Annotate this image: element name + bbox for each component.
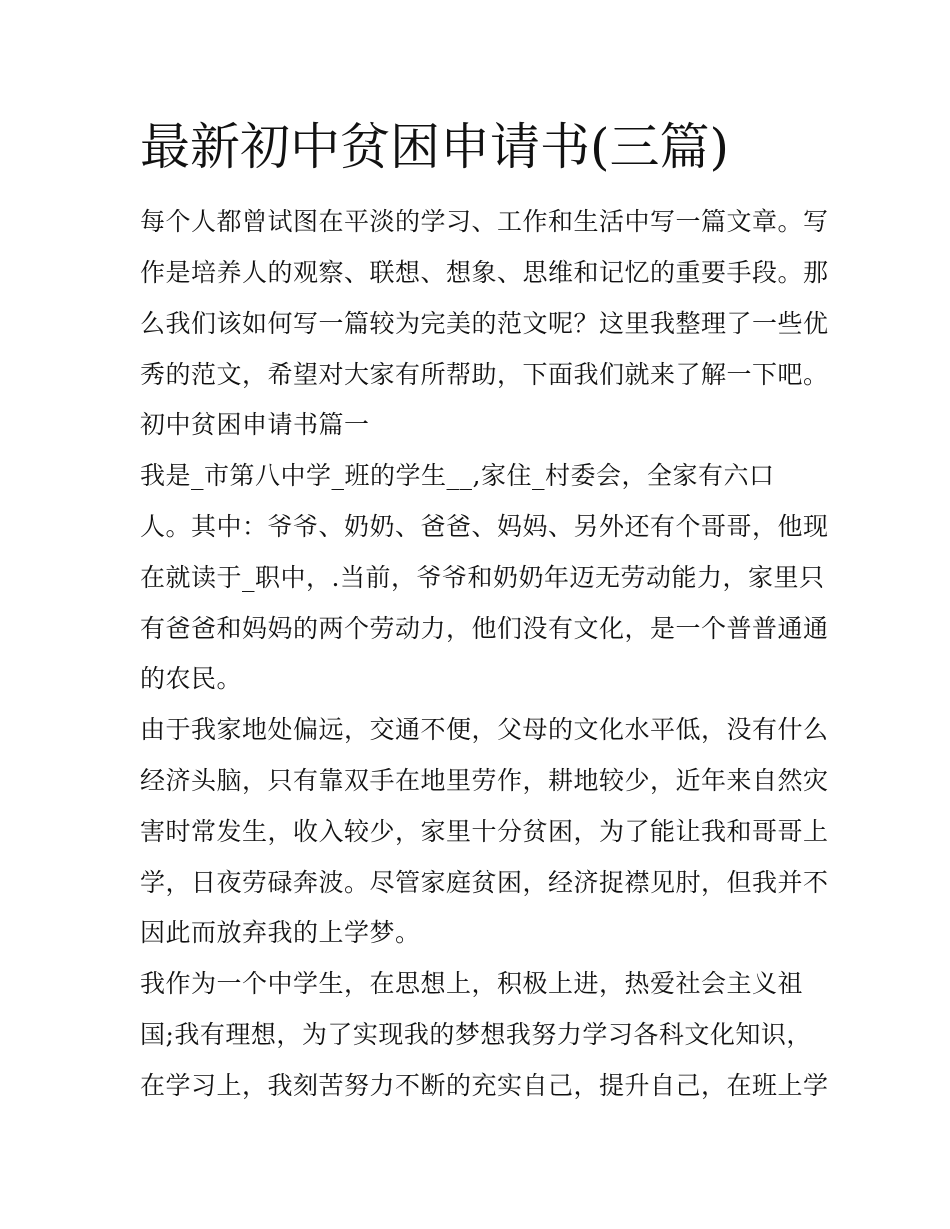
document-title: 最新初中贫困申请书(三篇) (140, 118, 730, 176)
text-line: 么我们该如何写一篇较为完美的范文呢？这里我整理了一些优 (140, 309, 829, 338)
text-line: 在就读于_职中，.当前，爷爷和奶奶年迈无劳动能力，家里只 (140, 563, 825, 592)
text-line: 在学习上，我刻苦努力不断的充实自己，提升自己，在班上学 (140, 1071, 829, 1100)
text-line: 国;我有理想，为了实现我的梦想我努力学习各科文化知识， (140, 1020, 812, 1049)
text-line: 由于我家地处偏远，交通不便，父母的文化水平低，没有什么 (140, 715, 829, 744)
text-line: 因此而放弃我的上学梦。 (140, 918, 421, 947)
text-line: 的农民。 (140, 664, 243, 693)
text-line: 经济头脑，只有靠双手在地里劳作，耕地较少，近年来自然灾 (140, 766, 829, 795)
text-line: 学，日夜劳碌奔波。尽管家庭贫困，经济捉襟见肘，但我并不 (140, 868, 829, 897)
text-line: 我是_市第八中学_班的学生__,家住_村委会，全家有六口 (140, 461, 775, 490)
text-line: 每个人都曾试图在平淡的学习、工作和生活中写一篇文章。写 (140, 207, 829, 236)
section-heading: 初中贫困申请书篇一 (140, 410, 370, 439)
text-line: 害时常发生，收入较少，家里十分贫困，为了能让我和哥哥上 (140, 817, 829, 846)
text-line: 作是培养人的观察、联想、想象、思维和记忆的重要手段。那 (140, 258, 829, 287)
text-line: 有爸爸和妈妈的两个劳动力，他们没有文化，是一个普普通通 (140, 614, 829, 643)
text-line: 我作为一个中学生，在思想上，积极上进，热爱社会主义祖 (140, 969, 804, 998)
text-line: 人。其中：爷爷、奶奶、爸爸、妈妈、另外还有个哥哥，他现 (140, 512, 829, 541)
text-line: 秀的范文，希望对大家有所帮助，下面我们就来了解一下吧。 (140, 360, 829, 389)
